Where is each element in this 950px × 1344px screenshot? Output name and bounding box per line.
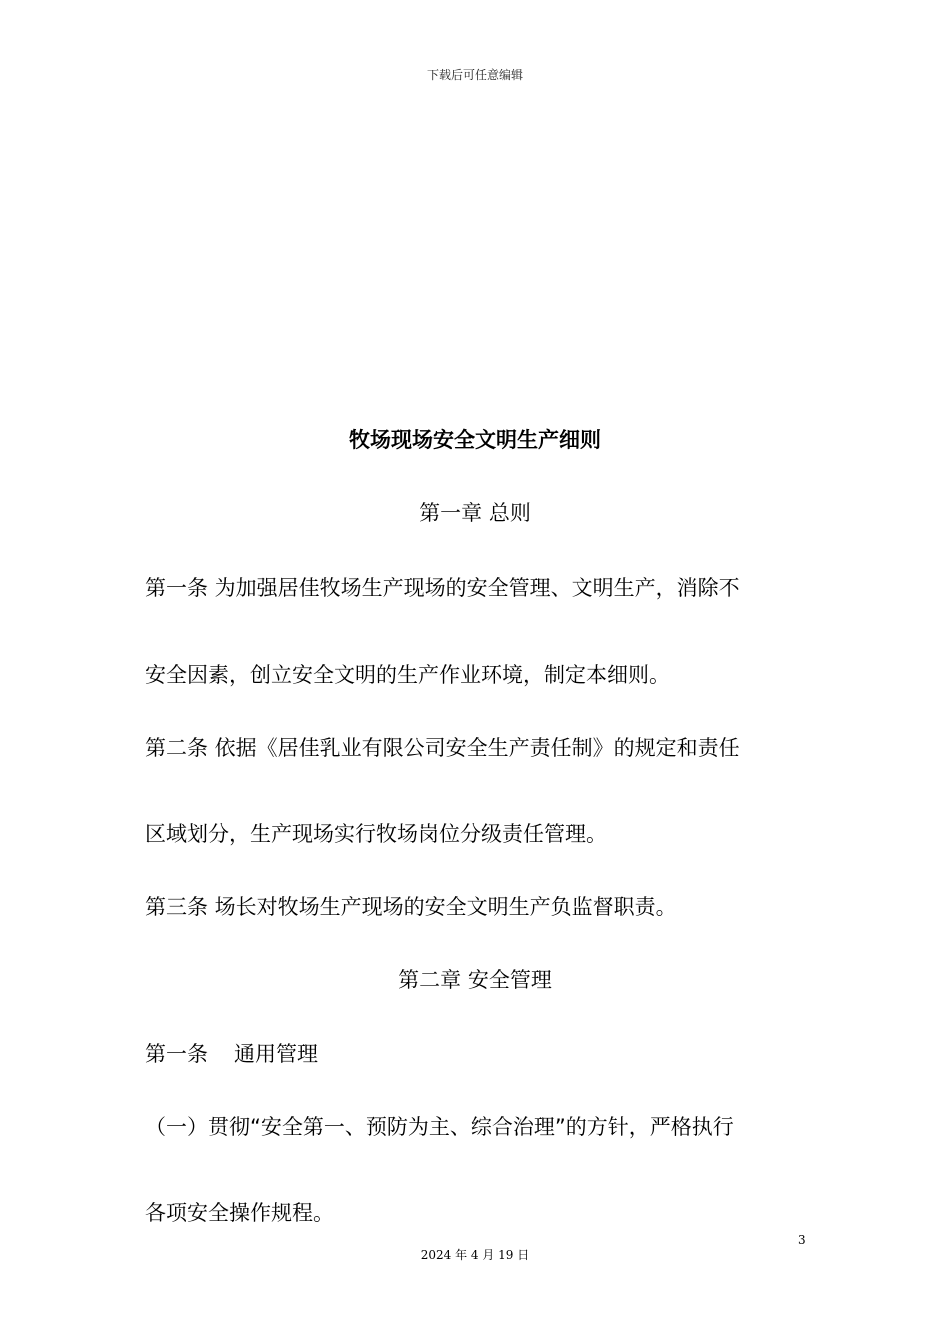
section-1-label: 第一条 <box>145 1042 208 1066</box>
page-header-note: 下载后可任意编辑 <box>426 68 523 82</box>
item-1-line-1: （一）贯彻“安全第一、预防为主、综合治理”的方针，严格执行 <box>145 1115 734 1139</box>
footer-date: 2024 年 4 月 19 日 <box>420 1248 530 1262</box>
chapter-1-heading: 第一章 总则 <box>419 501 531 525</box>
chapter-2-heading: 第二章 安全管理 <box>398 968 552 992</box>
article-2-line-1: 第二条 依据《居佳乳业有限公司安全生产责任制》的规定和责任 <box>145 736 740 760</box>
page-number: 3 <box>798 1233 806 1247</box>
article-3-line-1: 第三条 场长对牧场生产现场的安全文明生产负监督职责。 <box>145 895 677 919</box>
article-1-line-1: 第一条 为加强居佳牧场生产现场的安全管理、文明生产，消除不 <box>145 576 740 600</box>
article-2-line-2: 区域划分，生产现场实行牧场岗位分级责任管理。 <box>145 822 607 846</box>
document-title: 牧场现场安全文明生产细则 <box>349 428 601 452</box>
section-1-text: 通用管理 <box>234 1042 318 1066</box>
section-1-heading <box>145 1038 318 1068</box>
item-1-line-2: 各项安全操作规程。 <box>145 1201 334 1225</box>
article-1-line-2: 安全因素，创立安全文明的生产作业环境，制定本细则。 <box>145 663 670 687</box>
